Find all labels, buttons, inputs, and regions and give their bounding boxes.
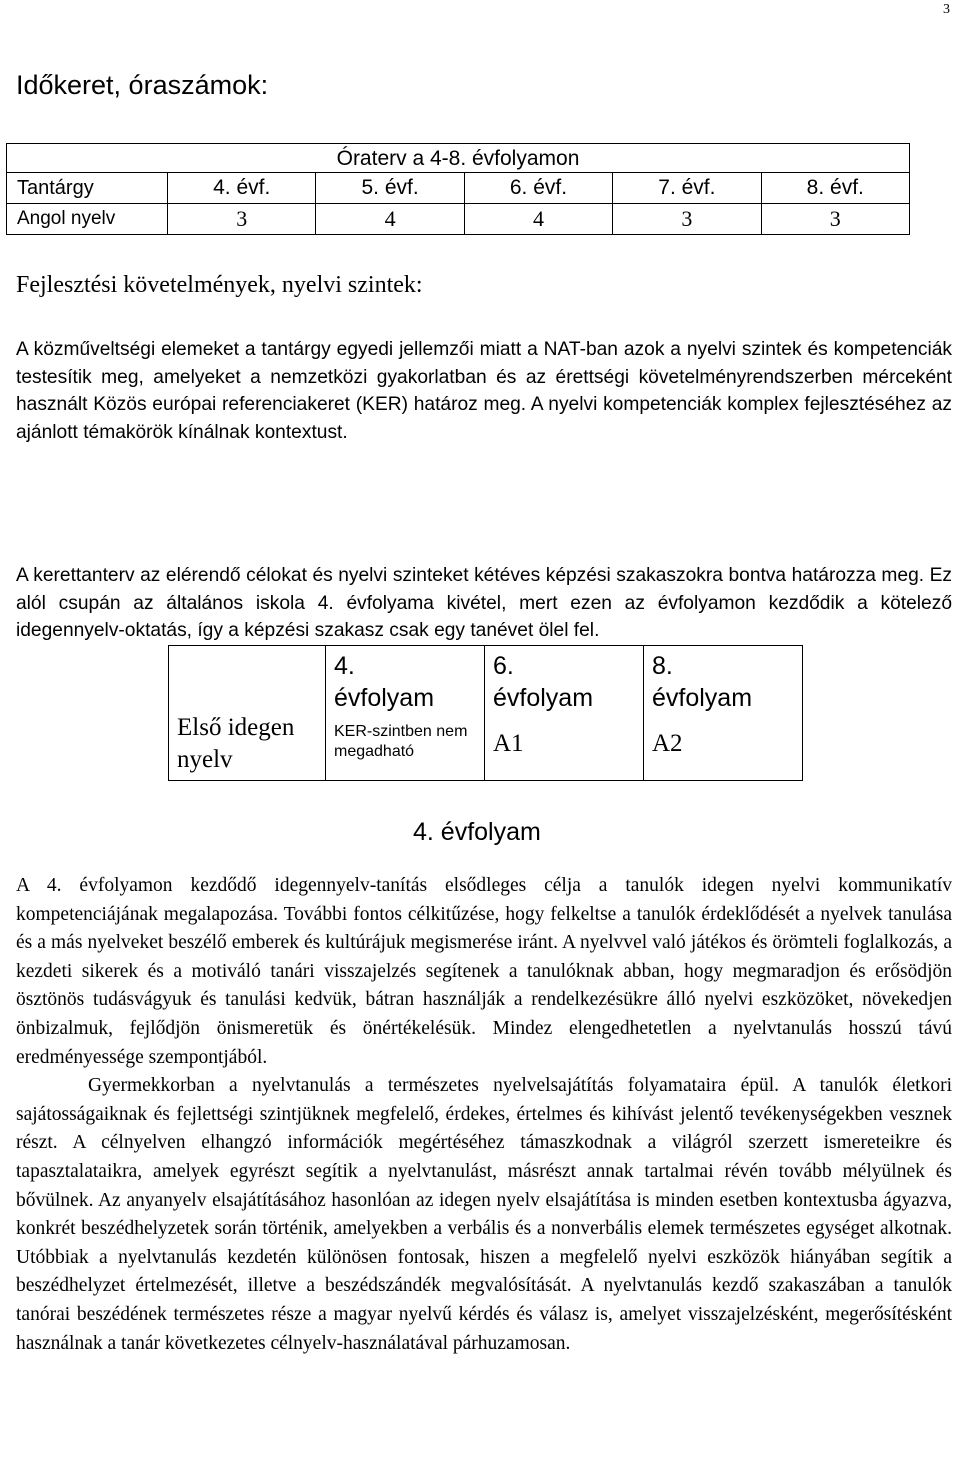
grade-header: 6. évf. (464, 173, 612, 204)
level-grade-word: évfolyam (652, 684, 753, 712)
levels-row-label (169, 646, 326, 781)
heading-timeframe: Időkeret, óraszámok: (16, 70, 269, 100)
grade-header: 8. évf. (761, 173, 909, 204)
heading-grade-4: 4. évfolyam (413, 818, 541, 846)
table-row (7, 204, 910, 235)
timetable-header-row (7, 173, 910, 204)
level-column (485, 646, 644, 781)
level-grade-num: 8. (652, 652, 673, 680)
levels-label-line: nyelv (177, 746, 233, 773)
subject-header: Tantárgy (7, 173, 168, 204)
level-column (326, 646, 485, 781)
paragraph-grade-4-goals: A 4. évfolyamon kezdődő idegennyelv-tanítás elsődleges célja a tanulók idegen nyelvi kommunikatív kompetenciájának megalapozása. További fontos célkitűzése, hogy felkeltse a tanulók érdeklődését a nyelvek tanulása és a más nyelveket beszélő emberek és kultúrájuk megismerése iránt. A nyelvvel való játékos és örömteli foglalkozás, a kezdeti sikerek és a motiváló tanári visszajelzés segítenek a tanulóknak abban, hogy megmaradjon és erősödjön ösztönös tudásvágyuk és tanulási kedvük, bátran használják a rendelkezésükre álló nyelvi eszközöket, növekedjen önbizalmuk, fejlődjön önismeretük és önértékelésük. Mindez elengedhetetlen a nyelvtanulás hosszú távú eredményessége szempontjából. (16, 875, 952, 1068)
grade-header: 5. évf. (316, 173, 464, 204)
level-grade-word: évfolyam (334, 684, 435, 712)
paragraph-competencies: A közműveltségi elemeket a tantárgy egyedi jellemzői miatt a NAT-ban azok a nyelvi szintek és kompetenciák testesítik meg, amelyeket a nemzetközi gyakorlatban és az érettségi követelményrendszerben mérceként használt Közös európai referenciakeret (KER) határoz meg. A nyelvi kompetenciák komplex fejlesztéséhez az ajánlott témakörök kínálnak kontextust. (16, 339, 952, 443)
hours-cell: 3 (168, 204, 316, 235)
subject-cell: Angol nyelv (7, 204, 168, 235)
level-grade-num: 6. (493, 652, 514, 680)
timetable-caption: Óraterv a 4-8. évfolyamon (7, 144, 910, 173)
hours-cell: 3 (761, 204, 909, 235)
heading-requirements: Fejlesztési követelmények, nyelvi szintek: (16, 272, 423, 298)
hours-cell: 4 (316, 204, 464, 235)
hours-cell: 4 (464, 204, 612, 235)
level-value: A2 (652, 730, 683, 757)
paragraph-grade-4-childhood: Gyermekkorban a nyelvtanulás a természetes nyelvelsajátítás folyamataira épül. A tanulók életkori sajátosságaiknak és fejlettségi szintjüknek megfelelő, érdekes, értelmes és kihívást jelentő tevékenységekben vesznek részt. A célnyelven elhangzó információk megértéséhez támaszkodnak a világról szerzett ismereteikre és tapasztalataikra, amelyek egyrészt segítik a nyelvtanulást, másrészt annak tartalmai révén tovább mélyülnek és bővülnek. Az anyanyelv elsajátításához hasonlóan az idegen nyelv elsajátítása is minden esetben kontextusba ágyazva, konkrét beszédhelyzetek során történik, amelyekben a verbális és a nonverbális elemek természetes egységet alkotnak. Utóbbiak a nyelvtanulás kezdetén különösen fontosak, hiszen a megfelelő nyelvi eszközök hiányában segítik a beszédhelyzet értelmezését, illetve a beszédszándék megvalósítását. A nyelvtanulás kezdő szakaszában a tanulók tanórai beszédének természetes része a magyar nyelvű kérdés és válasz is, amelyet visszajelzésként, megerősítésként használnak a tanár következetes célnyelv-használatával párhuzamosan. (16, 1075, 952, 1354)
level-value: A1 (493, 730, 524, 757)
level-grade-word: évfolyam (493, 684, 594, 712)
levels-label-line: Első idegen (177, 714, 295, 741)
paragraph-grade-4 (16, 872, 952, 1358)
level-value: KER-szintben nem megadható (334, 723, 468, 760)
hours-cell: 3 (613, 204, 761, 235)
page-number: 3 (943, 2, 950, 17)
language-levels-table (168, 645, 803, 781)
paragraph-framework: A kerettanterv az elérendő célokat és nyelvi szinteket kétéves képzési szakaszokra bontva határozza meg. Ez alól csupán az általános iskola 4. évfolyama kivétel, mert ezen az évfolyamon kezdődik a kötelező idegennyelv-oktatás, így a képzési szakasz csak egy tanévet ölel fel. (16, 565, 952, 641)
grade-header: 7. évf. (613, 173, 761, 204)
level-column (644, 646, 803, 781)
level-grade-num: 4. (334, 652, 355, 680)
timetable (6, 143, 910, 235)
grade-header: 4. évf. (168, 173, 316, 204)
